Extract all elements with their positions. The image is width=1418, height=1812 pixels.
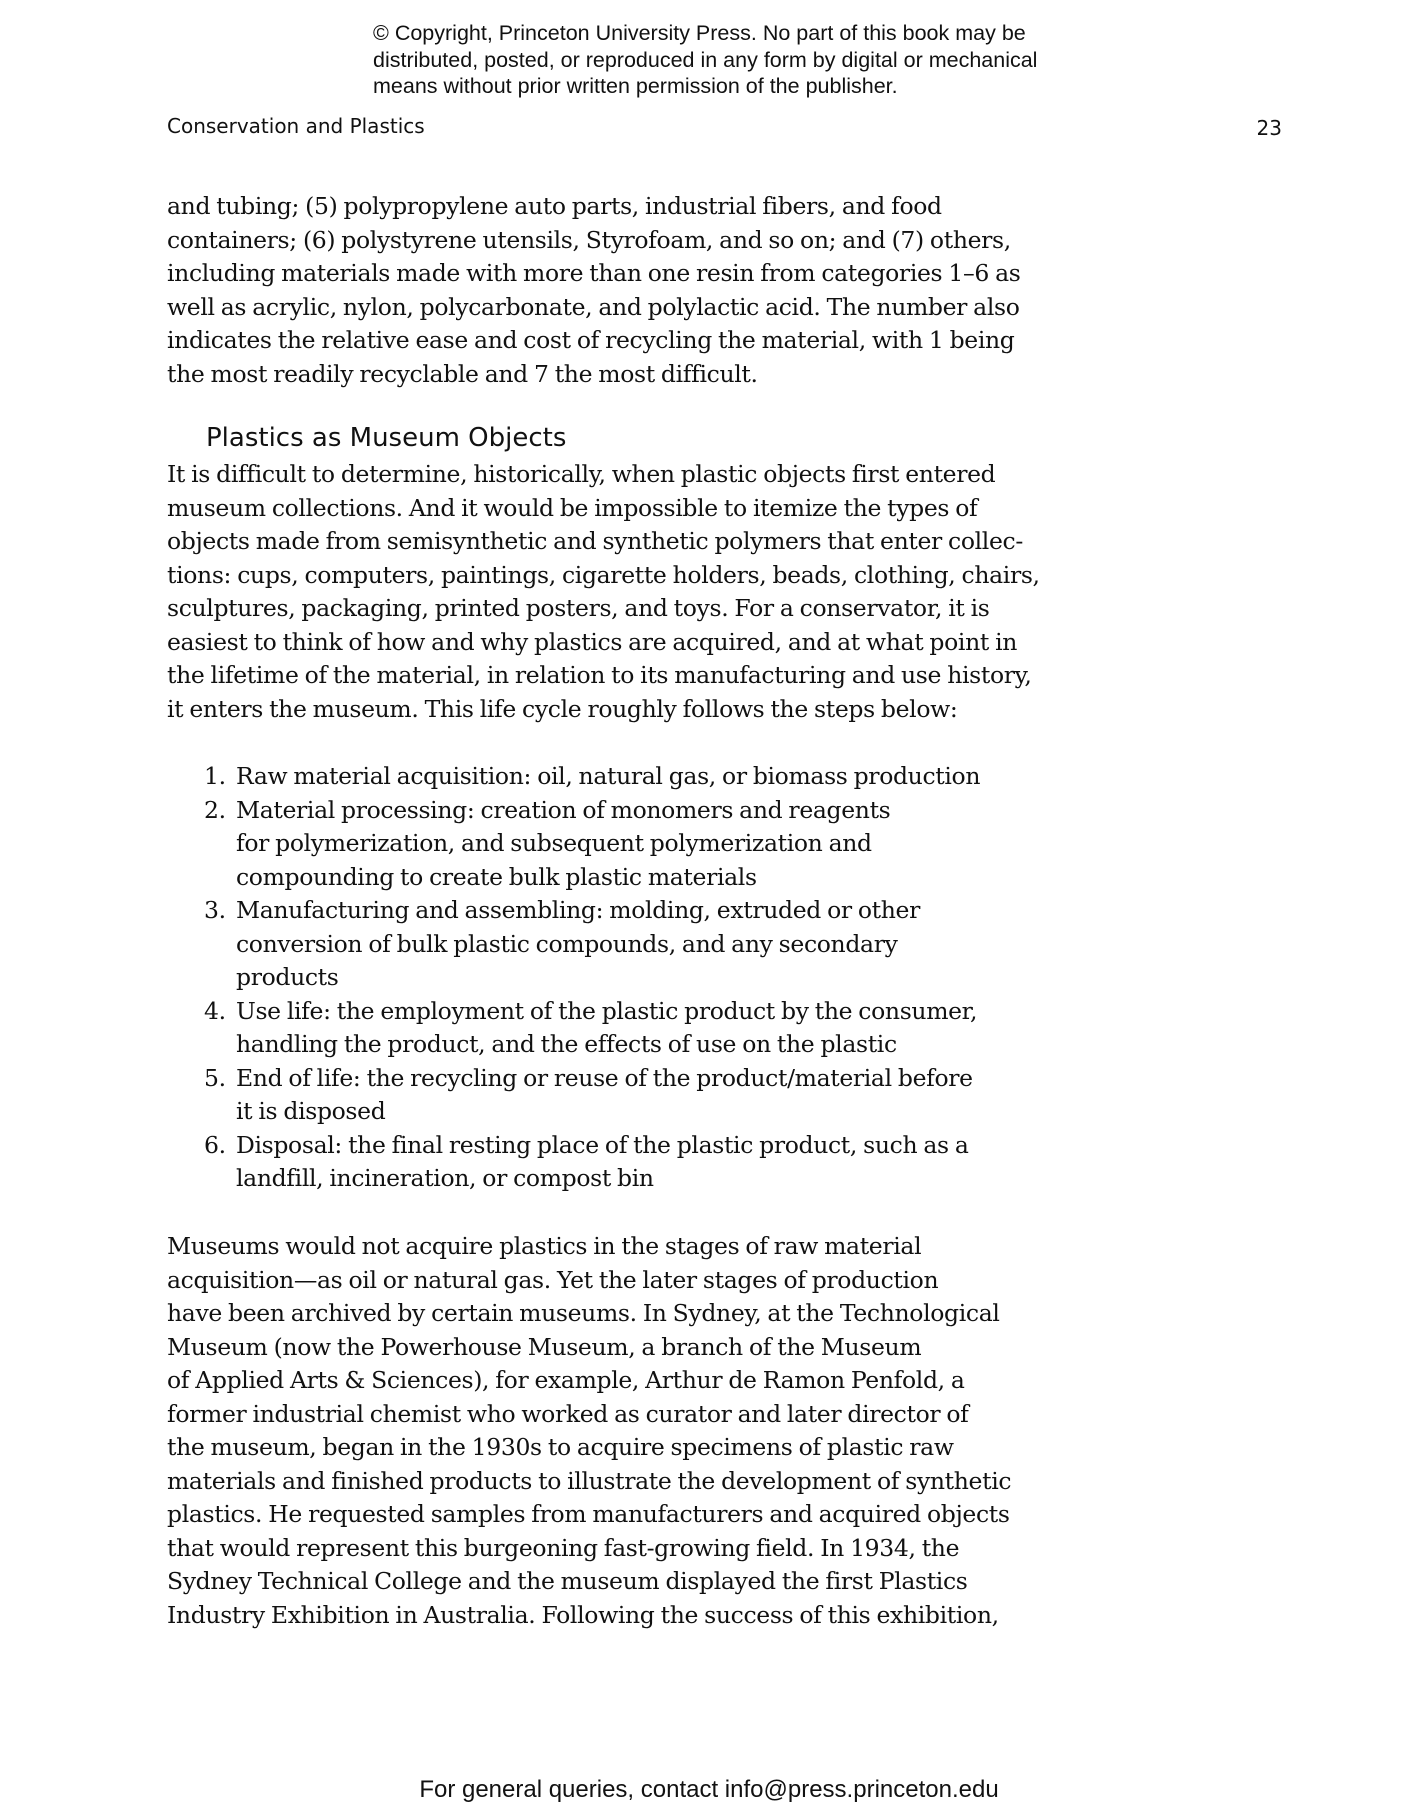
text-line: have been archived by certain museums. In Sydney, at the Technological <box>167 1299 1000 1327</box>
page-number: 23 <box>1256 116 1282 140</box>
text-line: including materials made with more than one resin from categories 1–6 as <box>167 259 1021 287</box>
list-item <box>200 1129 980 1196</box>
list-item <box>200 995 980 1062</box>
contact-footer: For general queries, contact info@press.princeton.edu <box>419 1776 999 1803</box>
list-item-line: for polymerization, and subsequent polymerization and <box>236 829 872 857</box>
list-item-line: it is disposed <box>236 1097 386 1125</box>
paragraph-intro <box>167 458 1040 726</box>
text-line: sculptures, packaging, printed posters, and toys. For a conservator, it is <box>167 594 990 622</box>
list-item-line: Material processing: creation of monomers and reagents <box>236 795 891 824</box>
text-line: former industrial chemist who worked as curator and later director of <box>167 1399 969 1428</box>
copyright-line: distributed, posted, or reproduced in any form by digital or mechanical <box>373 47 1038 72</box>
list-item-line: Manufacturing and assembling: molding, extruded or other <box>236 896 920 924</box>
list-item-line: Use life: the employment of the plastic product by the consumer, <box>236 996 978 1025</box>
list-item-line: conversion of bulk plastic compounds, and any secondary <box>236 929 898 958</box>
text-line: objects made from semisynthetic and synthetic polymers that enter collec- <box>167 527 1023 555</box>
text-line: the museum, began in the 1930s to acquire specimens of plastic raw <box>167 1433 954 1461</box>
text-line: easiest to think of how and why plastics are acquired, and at what point in <box>167 627 1018 656</box>
text-line: the lifetime of the material, in relation to its manufacturing and use history, <box>167 661 1032 689</box>
list-item-number: 1. <box>204 762 226 790</box>
text-line: museum collections. And it would be impossible to itemize the types of <box>167 493 978 522</box>
text-line: and tubing; (5) polypropylene auto parts, industrial fibers, and food <box>167 192 942 220</box>
list-item-number: 3. <box>204 896 226 924</box>
text-line: Museums would not acquire plastics in the stages of raw material <box>167 1232 922 1260</box>
text-line: materials and finished products to illustrate the development of synthetic <box>167 1466 1012 1495</box>
text-line: It is difficult to determine, historically, when plastic objects first entered <box>167 460 996 488</box>
text-line: the most readily recyclable and 7 the most difficult. <box>167 359 758 388</box>
list-item-number: 2. <box>204 795 226 824</box>
text-line: that would represent this burgeoning fast-growing field. In 1934, the <box>167 1533 960 1562</box>
text-line: plastics. He requested samples from manufacturers and acquired objects <box>167 1500 1010 1528</box>
list-item-number: 4. <box>204 996 226 1025</box>
text-line: it enters the museum. This life cycle roughly follows the steps below: <box>167 694 958 723</box>
list-item-line: compounding to create bulk plastic materials <box>236 862 757 891</box>
text-line: containers; (6) polystyrene utensils, Styrofoam, and so on; and (7) others, <box>167 225 1011 254</box>
text-line: Sydney Technical College and the museum displayed the first Plastics <box>167 1567 968 1595</box>
list-item-line: Raw material acquisition: oil, natural gas, or biomass production <box>236 762 981 790</box>
copyright-line: © Copyright, Princeton University Press. No part of this book may be <box>373 21 1026 45</box>
list-item <box>200 794 980 895</box>
list-item-number: 5. <box>204 1063 226 1092</box>
list-item-line: landfill, incineration, or compost bin <box>236 1164 654 1192</box>
text-line: of Applied Arts & Sciences), for example, Arthur de Ramon Penfold, a <box>167 1366 965 1394</box>
list-item-line: handling the product, and the effects of use on the plastic <box>236 1030 897 1058</box>
text-line: acquisition—as oil or natural gas. Yet the later stages of production <box>167 1265 939 1294</box>
text-line: indicates the relative ease and cost of recycling the material, with 1 being <box>167 326 1015 354</box>
list-item-number: 6. <box>204 1130 226 1159</box>
list-item <box>200 894 980 995</box>
copyright-notice <box>373 20 1093 100</box>
list-item <box>200 1062 980 1129</box>
text-line: well as acrylic, nylon, polycarbonate, and polylactic acid. The number also <box>167 292 1020 321</box>
running-head: Conservation and Plastics <box>167 114 425 138</box>
life-cycle-steps-list <box>200 760 980 1196</box>
paragraph-museum-acquisition <box>167 1230 1011 1632</box>
text-line: Industry Exhibition in Australia. Following the success of this exhibition, <box>167 1600 999 1629</box>
list-item-line: products <box>236 963 339 991</box>
copyright-line: means without prior written permission of the publisher. <box>373 74 898 98</box>
text-line: tions: cups, computers, paintings, cigarette holders, beads, clothing, chairs, <box>167 560 1040 589</box>
list-item-line: End of life: the recycling or reuse of the product/material before <box>236 1063 973 1092</box>
paragraph-continuation <box>167 190 1020 391</box>
section-heading: Plastics as Museum Objects <box>206 423 567 453</box>
list-item-line: Disposal: the final resting place of the plastic product, such as a <box>236 1130 969 1159</box>
text-line: Museum (now the Powerhouse Museum, a branch of the Museum <box>167 1332 922 1361</box>
list-item <box>200 760 980 794</box>
